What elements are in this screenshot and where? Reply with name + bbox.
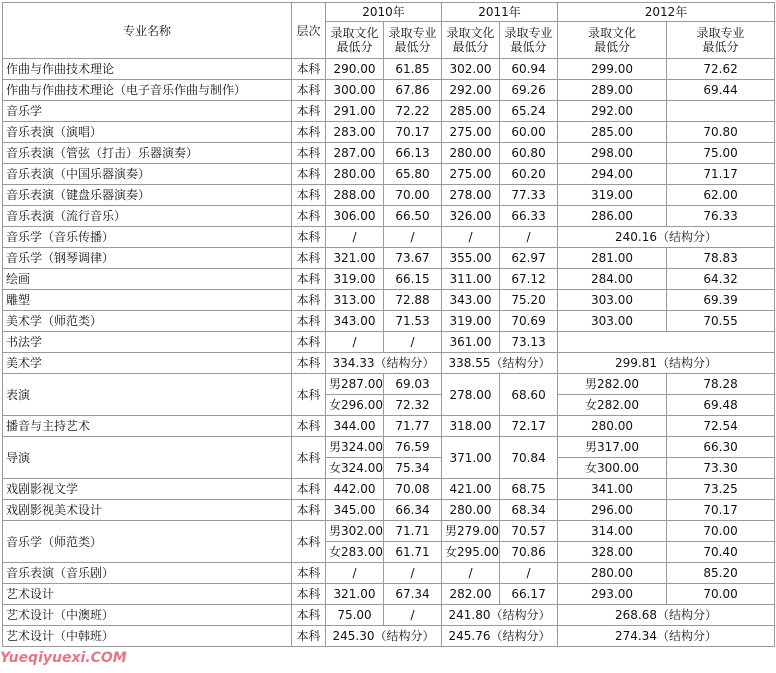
level-cell: 本科 [292, 290, 326, 311]
major-min-2011: 60.00 [500, 122, 558, 143]
culture-min-2010: 442.00 [326, 479, 384, 500]
level-cell: 本科 [292, 416, 326, 437]
major-name: 音乐表演（管弦（打击）乐器演奏） [3, 143, 292, 164]
culture-min-2012: 281.00 [558, 248, 667, 269]
level-cell: 本科 [292, 521, 326, 563]
major-min-2010: 66.15 [384, 269, 442, 290]
major-min-2010: 70.08 [384, 479, 442, 500]
table-row [3, 521, 775, 542]
major-min-2010: 72.32 [384, 395, 442, 416]
culture-min-2012: 女300.00 [558, 458, 667, 479]
table-row [3, 374, 775, 395]
culture-min-2011: / [442, 227, 500, 248]
major-min-2010: / [384, 332, 442, 353]
level-cell: 本科 [292, 185, 326, 206]
major-min-2012: 66.30 [667, 437, 775, 458]
level-cell: 本科 [292, 164, 326, 185]
major-min-2012: 76.33 [667, 206, 775, 227]
table-row [3, 143, 775, 164]
major-name: 音乐学（钢琴调律） [3, 248, 292, 269]
culture-min-2010: 290.00 [326, 59, 384, 80]
structure-score-2012: 240.16（结构分） [558, 227, 775, 248]
major-min-2011: 68.60 [500, 374, 558, 416]
table-row [3, 164, 775, 185]
culture-min-2011: 280.00 [442, 500, 500, 521]
culture-min-2010: 女283.00 [326, 542, 384, 563]
culture-min-2011: 318.00 [442, 416, 500, 437]
major-min-2012: 70.80 [667, 122, 775, 143]
header-year-2012: 2012年 [558, 3, 775, 22]
major-min-2011: 75.20 [500, 290, 558, 311]
level-cell: 本科 [292, 269, 326, 290]
culture-min-2010: 男287.00 [326, 374, 384, 395]
major-name: 艺术设计（中澳班） [3, 605, 292, 626]
culture-min-2011: 371.00 [442, 437, 500, 479]
major-min-2010: 61.85 [384, 59, 442, 80]
culture-min-2012: 328.00 [558, 542, 667, 563]
major-name: 音乐表演（流行音乐） [3, 206, 292, 227]
major-min-2011: 66.33 [500, 206, 558, 227]
major-name: 戏剧影视文学 [3, 479, 292, 500]
culture-min-2010: 283.00 [326, 122, 384, 143]
culture-min-2012: 293.00 [558, 584, 667, 605]
major-min-2011: 60.80 [500, 143, 558, 164]
major-name: 音乐学（音乐传播） [3, 227, 292, 248]
culture-min-2012: 296.00 [558, 500, 667, 521]
culture-min-2011: 361.00 [442, 332, 500, 353]
table-row [3, 290, 775, 311]
major-name: 戏剧影视美术设计 [3, 500, 292, 521]
culture-min-2010: 287.00 [326, 143, 384, 164]
level-cell: 本科 [292, 80, 326, 101]
culture-min-2012: 280.00 [558, 563, 667, 584]
level-cell: 本科 [292, 626, 326, 647]
level-cell: 本科 [292, 437, 326, 479]
major-min-2010: 61.71 [384, 542, 442, 563]
table-row [3, 269, 775, 290]
culture-min-2012: 299.00 [558, 59, 667, 80]
major-min-2011: 66.17 [500, 584, 558, 605]
major-min-2011: 77.33 [500, 185, 558, 206]
major-min-2012: 70.00 [667, 584, 775, 605]
major-min-2012: 72.54 [667, 416, 775, 437]
culture-min-2011: 355.00 [442, 248, 500, 269]
table-row [3, 332, 775, 353]
major-min-2012: 72.62 [667, 59, 775, 80]
culture-min-2012: 303.00 [558, 311, 667, 332]
major-name: 音乐学（师范类） [3, 521, 292, 563]
level-cell: 本科 [292, 500, 326, 521]
major-min-2011: 68.75 [500, 479, 558, 500]
major-min-2012: 78.28 [667, 374, 775, 395]
structure-score-2010: 334.33（结构分） [326, 353, 442, 374]
culture-min-2010: / [326, 227, 384, 248]
major-min-2012: 69.39 [667, 290, 775, 311]
culture-min-2012: 男282.00 [558, 374, 667, 395]
culture-min-2011: 292.00 [442, 80, 500, 101]
header-major-name: 专业名称 [3, 3, 292, 59]
major-min-2011: 68.34 [500, 500, 558, 521]
major-name: 音乐学 [3, 101, 292, 122]
header-culture-min-2011: 录取文化 最低分 [442, 22, 500, 59]
major-min-2012: 70.00 [667, 521, 775, 542]
major-min-2012: 70.55 [667, 311, 775, 332]
culture-min-2010: 女296.00 [326, 395, 384, 416]
major-min-2012: 73.30 [667, 458, 775, 479]
major-min-2011: 70.86 [500, 542, 558, 563]
structure-score-2011: 241.80（结构分） [442, 605, 558, 626]
table-row [3, 584, 775, 605]
major-min-2011: 72.17 [500, 416, 558, 437]
level-cell: 本科 [292, 206, 326, 227]
major-name: 作曲与作曲技术理论（电子音乐作曲与制作） [3, 80, 292, 101]
major-min-2012: 70.40 [667, 542, 775, 563]
structure-score-2011: 338.55（结构分） [442, 353, 558, 374]
culture-min-2010: 306.00 [326, 206, 384, 227]
major-min-2011: 60.94 [500, 59, 558, 80]
culture-min-2012: 319.00 [558, 185, 667, 206]
major-min-2011: 60.20 [500, 164, 558, 185]
table-row [3, 101, 775, 122]
culture-min-2011: 280.00 [442, 143, 500, 164]
major-name: 音乐表演（键盘乐器演奏） [3, 185, 292, 206]
level-cell: 本科 [292, 227, 326, 248]
major-min-2010: 65.80 [384, 164, 442, 185]
level-cell: 本科 [292, 353, 326, 374]
level-cell: 本科 [292, 59, 326, 80]
major-min-2012: 64.32 [667, 269, 775, 290]
major-min-2010: 70.00 [384, 185, 442, 206]
culture-min-2012: 289.00 [558, 80, 667, 101]
major-min-2010: 67.34 [384, 584, 442, 605]
major-min-2010: / [384, 605, 442, 626]
major-min-2010: 75.34 [384, 458, 442, 479]
culture-min-2012: 298.00 [558, 143, 667, 164]
major-min-2011: 70.57 [500, 521, 558, 542]
table-row [3, 626, 775, 647]
table-row [3, 206, 775, 227]
table-row [3, 416, 775, 437]
table-row [3, 353, 775, 374]
table-row [3, 185, 775, 206]
table-row [3, 500, 775, 521]
culture-min-2010: 345.00 [326, 500, 384, 521]
table-body [3, 3, 775, 647]
header-year-2011: 2011年 [442, 3, 558, 22]
header-major-min-2012: 录取专业 最低分 [667, 22, 775, 59]
level-cell: 本科 [292, 374, 326, 416]
table-row [3, 563, 775, 584]
culture-min-2010: 男324.00 [326, 437, 384, 458]
culture-min-2010: 319.00 [326, 269, 384, 290]
table-row [3, 122, 775, 143]
culture-min-2012: 303.00 [558, 290, 667, 311]
culture-min-2011: 285.00 [442, 101, 500, 122]
table-row [3, 80, 775, 101]
major-min-2011: 67.12 [500, 269, 558, 290]
culture-min-2011: 421.00 [442, 479, 500, 500]
culture-min-2010: / [326, 563, 384, 584]
major-min-2012: 69.48 [667, 395, 775, 416]
culture-min-2012: 女282.00 [558, 395, 667, 416]
culture-min-2010: 344.00 [326, 416, 384, 437]
culture-min-2012: 286.00 [558, 206, 667, 227]
culture-min-2012: 280.00 [558, 416, 667, 437]
major-min-2011: 70.69 [500, 311, 558, 332]
major-name: 作曲与作曲技术理论 [3, 59, 292, 80]
culture-min-2011: 319.00 [442, 311, 500, 332]
header-major-min-2011: 录取专业 最低分 [500, 22, 558, 59]
major-name: 雕塑 [3, 290, 292, 311]
major-min-2011: 62.97 [500, 248, 558, 269]
culture-min-2010: 75.00 [326, 605, 384, 626]
header-year-2010: 2010年 [326, 3, 442, 22]
major-min-2012: 62.00 [667, 185, 775, 206]
level-cell: 本科 [292, 479, 326, 500]
major-min-2012: 75.00 [667, 143, 775, 164]
header-level: 层次 [292, 3, 326, 59]
major-min-2011: 70.84 [500, 437, 558, 479]
major-min-2010: 66.34 [384, 500, 442, 521]
header-major-min-2010: 录取专业 最低分 [384, 22, 442, 59]
culture-min-2011: 278.00 [442, 374, 500, 416]
culture-min-2012: 341.00 [558, 479, 667, 500]
level-cell: 本科 [292, 605, 326, 626]
major-min-2010: 66.50 [384, 206, 442, 227]
major-min-2010: 71.53 [384, 311, 442, 332]
major-min-2010: 69.03 [384, 374, 442, 395]
major-name: 播音与主持艺术 [3, 416, 292, 437]
major-min-2011: 65.24 [500, 101, 558, 122]
culture-min-2010: 321.00 [326, 584, 384, 605]
major-name: 音乐表演（中国乐器演奏） [3, 164, 292, 185]
culture-min-2011: 278.00 [442, 185, 500, 206]
admission-score-table [2, 2, 775, 647]
culture-min-2010: 291.00 [326, 101, 384, 122]
major-min-2010: 72.22 [384, 101, 442, 122]
structure-score-2012: 299.81（结构分） [558, 353, 775, 374]
major-min-2011: / [500, 563, 558, 584]
table-row [3, 605, 775, 626]
culture-min-2010: 280.00 [326, 164, 384, 185]
major-name: 绘画 [3, 269, 292, 290]
table-row [3, 227, 775, 248]
level-cell: 本科 [292, 311, 326, 332]
culture-min-2011: 326.00 [442, 206, 500, 227]
culture-min-2011: 302.00 [442, 59, 500, 80]
culture-min-2012: 292.00 [558, 101, 667, 122]
culture-min-2012: 314.00 [558, 521, 667, 542]
culture-min-2012: 284.00 [558, 269, 667, 290]
table-row [3, 479, 775, 500]
major-name: 艺术设计（中韩班） [3, 626, 292, 647]
major-name: 音乐表演（演唱） [3, 122, 292, 143]
culture-min-2010: 300.00 [326, 80, 384, 101]
culture-min-2011: / [442, 563, 500, 584]
level-cell: 本科 [292, 248, 326, 269]
culture-min-2011: 275.00 [442, 164, 500, 185]
major-min-2012: 69.44 [667, 80, 775, 101]
level-cell: 本科 [292, 101, 326, 122]
table-row [3, 59, 775, 80]
level-cell: 本科 [292, 563, 326, 584]
major-min-2011: 73.13 [500, 332, 558, 353]
header-culture-min-2010: 录取文化 最低分 [326, 22, 384, 59]
culture-min-2010: / [326, 332, 384, 353]
major-min-2012: 73.25 [667, 479, 775, 500]
culture-min-2011: 275.00 [442, 122, 500, 143]
table-row [3, 311, 775, 332]
level-cell: 本科 [292, 122, 326, 143]
major-name: 艺术设计 [3, 584, 292, 605]
level-cell: 本科 [292, 332, 326, 353]
header-culture-min-2012: 录取文化 最低分 [558, 22, 667, 59]
major-name: 美术学（师范类） [3, 311, 292, 332]
culture-min-2011: 343.00 [442, 290, 500, 311]
table-row [3, 437, 775, 458]
major-min-2011: / [500, 227, 558, 248]
culture-min-2010: 女324.00 [326, 458, 384, 479]
major-name: 书法学 [3, 332, 292, 353]
site-watermark: Yueqiyuexi.COM [0, 650, 127, 666]
structure-score-2012: 274.34（结构分） [558, 626, 775, 647]
structure-score-2011: 245.76（结构分） [442, 626, 558, 647]
culture-min-2012: 285.00 [558, 122, 667, 143]
culture-min-2011: 男279.00 [442, 521, 500, 542]
culture-min-2010: 男302.00 [326, 521, 384, 542]
major-min-2010: 67.86 [384, 80, 442, 101]
major-name: 美术学 [3, 353, 292, 374]
level-cell: 本科 [292, 584, 326, 605]
major-name: 表演 [3, 374, 292, 416]
table-row [3, 248, 775, 269]
culture-min-2010: 343.00 [326, 311, 384, 332]
major-min-2010: 72.88 [384, 290, 442, 311]
culture-min-2010: 313.00 [326, 290, 384, 311]
major-min-2012 [667, 101, 775, 122]
major-min-2012: 85.20 [667, 563, 775, 584]
major-min-2010: 70.17 [384, 122, 442, 143]
major-min-2010: 66.13 [384, 143, 442, 164]
header-row-years [3, 3, 775, 22]
major-min-2010: / [384, 563, 442, 584]
major-min-2012: 71.17 [667, 164, 775, 185]
major-min-2010: 76.59 [384, 437, 442, 458]
structure-score-2010: 245.30（结构分） [326, 626, 442, 647]
structure-score-2012 [558, 332, 775, 353]
culture-min-2012: 294.00 [558, 164, 667, 185]
major-name: 音乐表演（音乐剧） [3, 563, 292, 584]
major-min-2011: 69.26 [500, 80, 558, 101]
culture-min-2011: 女295.00 [442, 542, 500, 563]
major-min-2010: 71.71 [384, 521, 442, 542]
culture-min-2012: 男317.00 [558, 437, 667, 458]
culture-min-2010: 321.00 [326, 248, 384, 269]
structure-score-2012: 268.68（结构分） [558, 605, 775, 626]
culture-min-2010: 288.00 [326, 185, 384, 206]
culture-min-2011: 311.00 [442, 269, 500, 290]
major-min-2012: 78.83 [667, 248, 775, 269]
major-name: 导演 [3, 437, 292, 479]
major-min-2010: 71.77 [384, 416, 442, 437]
level-cell: 本科 [292, 143, 326, 164]
culture-min-2011: 282.00 [442, 584, 500, 605]
major-min-2010: 73.67 [384, 248, 442, 269]
major-min-2010: / [384, 227, 442, 248]
major-min-2012: 70.17 [667, 500, 775, 521]
